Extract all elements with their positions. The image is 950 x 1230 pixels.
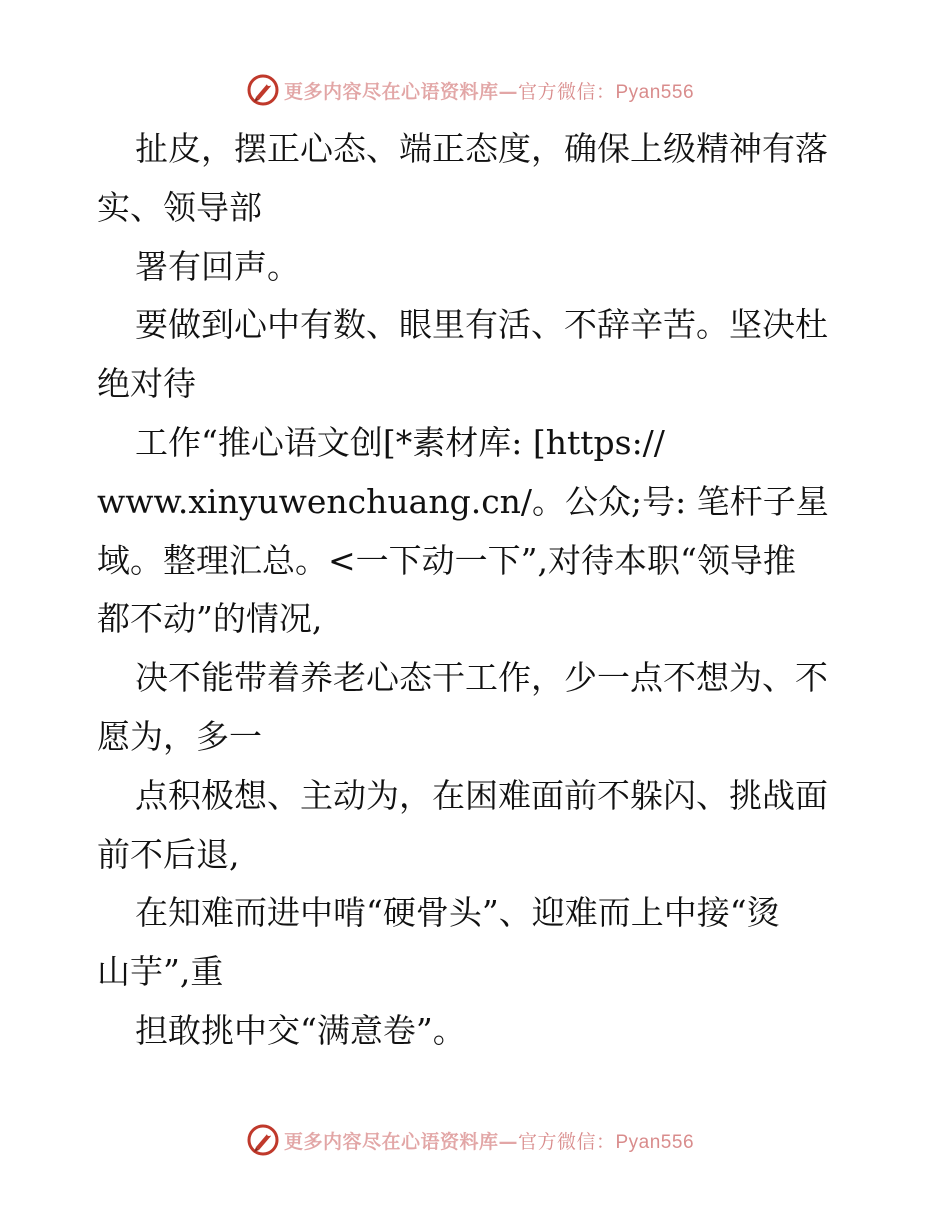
pen-logo-icon xyxy=(246,73,280,107)
text-line: 绝对待 xyxy=(97,364,196,404)
text-line: 署有回声。 xyxy=(135,246,300,286)
watermark-brand: 更多内容尽在心语资料库— xyxy=(283,80,518,103)
footer-watermark xyxy=(0,1120,950,1160)
text-line: www.xinyuwenchuang.cn/。公众;号: 笔杆子星 xyxy=(97,481,829,521)
text-line: 在知难而进中啃“硬骨头”、迎难而上中接“烫 xyxy=(135,893,780,933)
text-line: 担敢挑中交“满意卷”。 xyxy=(135,1010,466,1050)
text-line: 决不能带着养老心态干工作，少一点不想为、不 xyxy=(135,658,828,698)
header-watermark xyxy=(0,70,950,110)
text-line: 前不后退, xyxy=(97,834,240,874)
text-line: 域。整理汇总。<一下动一下”,对待本职“领导推 xyxy=(97,540,796,580)
text-line: 愿为，多一 xyxy=(97,716,262,756)
watermark-contact: 官方微信：Pyan556 xyxy=(518,1131,695,1153)
body-text xyxy=(97,120,857,1061)
text-line: 要做到心中有数、眼里有活、不辞辛苦。坚决杜 xyxy=(135,305,828,345)
text-line: 工作“推心语文创[*素材库: [https:// xyxy=(135,422,665,462)
pen-logo-icon xyxy=(246,1123,280,1157)
watermark-brand: 更多内容尽在心语资料库— xyxy=(283,1130,518,1153)
text-line: 都不动”的情况, xyxy=(97,599,323,639)
text-line: 扯皮，摆正心态、端正态度，确保上级精神有落 xyxy=(135,129,828,168)
text-line: 山芋”,重 xyxy=(97,952,224,992)
text-line: 实、领导部 xyxy=(97,187,262,227)
watermark-contact: 官方微信：Pyan556 xyxy=(518,81,695,103)
text-line: 点积极想、主动为，在困难面前不躲闪、挑战面 xyxy=(135,775,828,815)
